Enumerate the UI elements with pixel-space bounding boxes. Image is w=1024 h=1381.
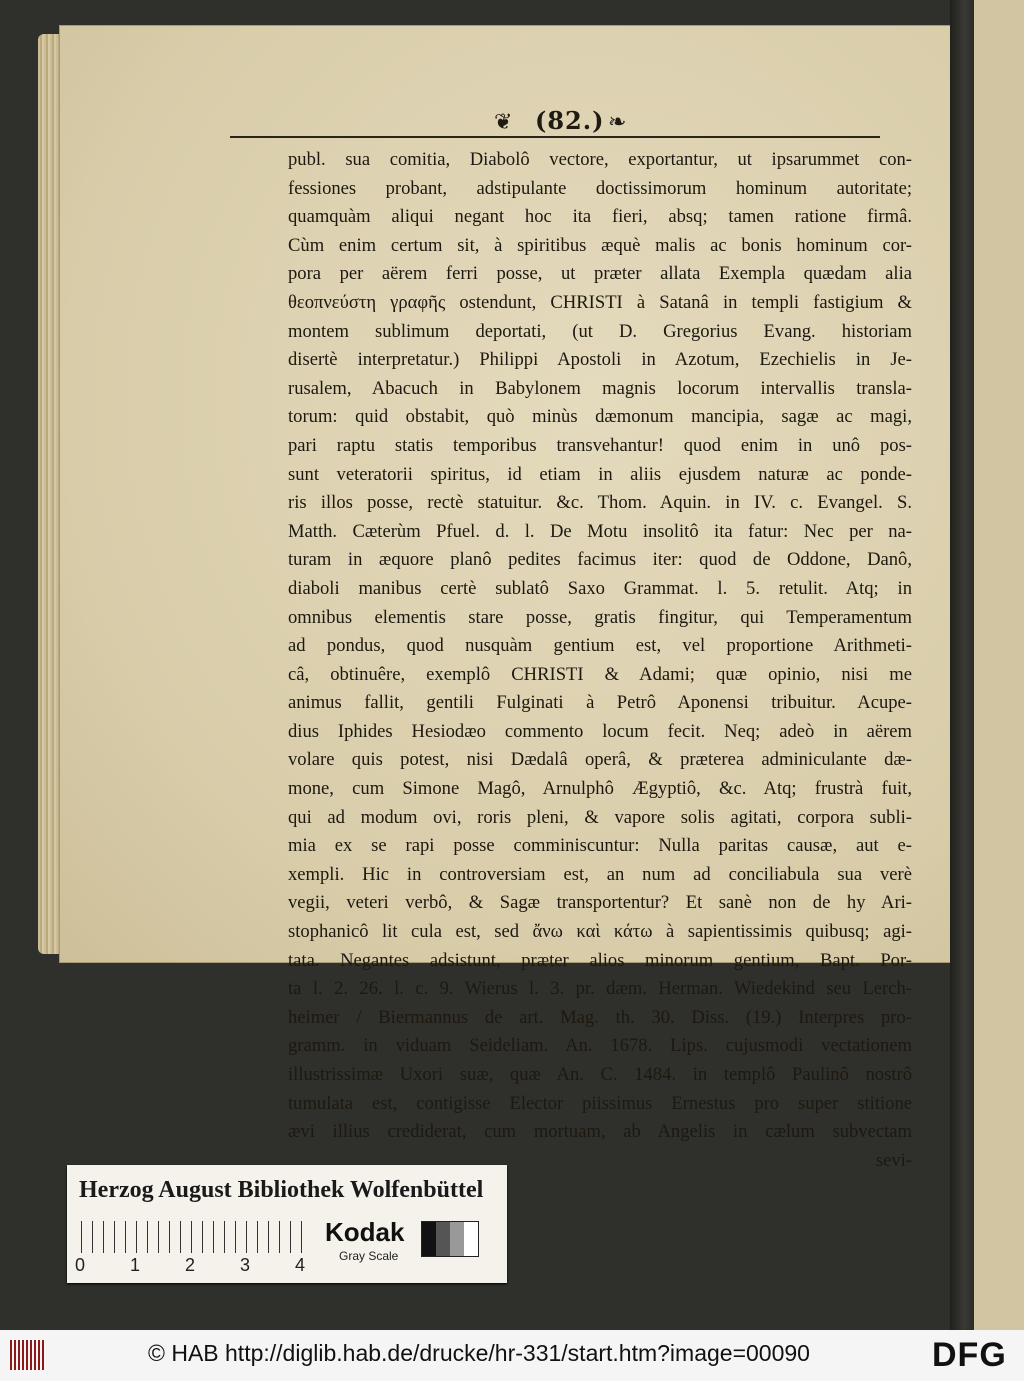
- text-line: turam in æquore planô pedites facimus iter: quod de Oddone, Danô,: [288, 549, 912, 571]
- page-header: [230, 86, 890, 140]
- kodak-brand: Kodak: [325, 1217, 405, 1247]
- dfg-logo[interactable]: DFG: [932, 1336, 1007, 1374]
- text-line: mone, cum Simone Magô, Arnulphô Ægyptiô, &c. Atq; frustrà fuit,: [288, 778, 912, 800]
- gray-scale-swatches: [421, 1221, 479, 1257]
- ruler-number: 2: [184, 1255, 195, 1275]
- ornament-left-icon: ❦: [494, 110, 513, 135]
- hab-logo-icon[interactable]: [10, 1340, 44, 1370]
- ruler-number: 1: [129, 1255, 140, 1275]
- book-gutter: [950, 0, 974, 1330]
- ruler-number: 4: [294, 1255, 305, 1275]
- text-line: volare quis potest, nisi Dædalâ operâ, & præterea adminiculante dæ-: [288, 749, 912, 771]
- credit-link[interactable]: © HAB http://diglib.hab.de/drucke/hr-331/start.htm?image=00090: [148, 1340, 810, 1366]
- text-line: montem sublimum deportati, (ut D. Gregorius Evang. historiam: [288, 320, 912, 342]
- text-line: omnibus elementis stare posse, gratis fingitur, qui Temperamentum: [288, 606, 912, 628]
- library-label-card: [67, 1165, 507, 1283]
- text-line: qui ad modum ovi, roris pleni, & vapore solis agitati, corpora subli-: [288, 806, 912, 828]
- scale-ruler: [81, 1221, 311, 1253]
- swatch-gray: [450, 1222, 464, 1256]
- text-line: vegii, veteri verbô, & Sagæ transportentur? Et sanè non de hy Ari-: [288, 892, 912, 914]
- text-line: θεοπνεύστη γραφῆς ostendunt, CHRISTI à Satanâ in templi fastigium &: [288, 291, 912, 313]
- page-number: (82.): [535, 106, 605, 135]
- swatch-black: [422, 1222, 436, 1256]
- text-line: ad pondus, quod nusquàm gentium est, vel proportione Arithmeti-: [288, 635, 912, 657]
- ornament-right-icon: ❧: [608, 110, 627, 135]
- text-line: rusalem, Abacuch in Babylonem magnis locorum intervallis transla-: [288, 377, 912, 399]
- ruler-number: 3: [239, 1255, 250, 1275]
- facing-page-edge: [974, 0, 1024, 1330]
- text-line: heimer / Biermannus de art. Mag. th. 30. Diss. (19.) Interpres pro-: [288, 1006, 912, 1028]
- text-line: animus fallit, gentili Fulginati à Petrô Aponensi tribuitur. Acupe-: [288, 692, 912, 714]
- text-line: publ. sua comitia, Diabolô vectore, exportantur, ut ipsarummet con-: [288, 149, 912, 170]
- text-line: pora per aërem ferri posse, ut præter allata Exempla quædam alia: [288, 263, 912, 285]
- text-line: sevi-: [875, 1149, 912, 1171]
- text-line: mia ex se rapi posse comminiscuntur: Nulla paritas causæ, aut e-: [288, 835, 912, 857]
- text-line: Cùm enim certum sit, à spiritibus æquè malis ac bonis hominum cor-: [288, 234, 912, 256]
- gray-scale-label: Gray Scale: [339, 1249, 399, 1263]
- text-line: dius Iphides Hesiodæo commento locum fecit. Neq; adeò in aërem: [288, 720, 912, 742]
- text-line: tata. Negantes adsistunt, præter alios minorum gentium, Bapt. Por-: [288, 949, 912, 971]
- text-line: ævi illius crediderat, cum mortuam, ab Angelis in cælum subvectam: [288, 1121, 912, 1143]
- library-name: Herzog August Bibliothek Wolfenbüttel: [79, 1177, 484, 1203]
- text-line: ris illos posse, rectè statuitur. &c. Thom. Aquin. in IV. c. Evangel. S.: [288, 492, 912, 514]
- header-rule: [230, 136, 880, 138]
- text-line: ta l. 2. 26. l. c. 9. Wierus l. 3. pr. dæm. Herman. Wiedekind seu Lerch-: [288, 978, 912, 1000]
- text-line: gramm. in viduam Seideliam. An. 1678. Lips. cujusmodi vectationem: [288, 1035, 912, 1057]
- viewer-footer: [0, 1330, 1024, 1381]
- text-line: Matth. Cæterùm Pfuel. d. l. De Motu insolitô ita fatur: Nec per na-: [288, 520, 912, 542]
- ruler-number: 0: [75, 1255, 86, 1275]
- page-body-text: [288, 146, 912, 1175]
- text-line: xempli. Hic in controversiam est, an num ad conciliabula sua verè: [288, 863, 912, 885]
- text-line: sunt veteratorii spiritus, id etiam in aliis ejusdem naturæ ac ponde-: [288, 463, 912, 485]
- text-line: pari raptu statis temporibus transvehantur! quod enim in unô pos-: [288, 434, 912, 456]
- swatch-white: [464, 1222, 478, 1256]
- text-line: câ, obtinuêre, exemplô CHRISTI & Adami; quæ opinio, nisi me: [288, 663, 912, 685]
- text-line: stophanicô lit cula est, sed ἄνω καὶ κάτω à sapientissimis quibusq; agi-: [288, 921, 912, 943]
- text-line: tumulata est, contigisse Elector piissimus Ernestus pro super stitione: [288, 1092, 912, 1114]
- text-line: illustrissimæ Uxori suæ, quæ An. C. 1484. in templô Paulinô nostrô: [288, 1064, 912, 1085]
- text-line: diaboli manibus certè sublatô Saxo Grammat. l. 5. retulit. Atq; in: [288, 577, 912, 599]
- text-line: torum: quid obstabit, quò minùs dæmonum mancipia, sagæ ac magi,: [288, 406, 912, 428]
- swatch-dark-gray: [436, 1222, 450, 1256]
- ruler-numbers: [75, 1255, 305, 1276]
- text-line: fessiones probant, adstipulante doctissimorum hominum autoritate;: [288, 177, 912, 199]
- text-line: disertè interpretatur.) Philippi Apostoli in Azotum, Ezechielis in Je-: [288, 349, 912, 371]
- text-line: quamquàm aliqui negant hoc ita fieri, absq; tamen ratione firmâ.: [288, 206, 912, 228]
